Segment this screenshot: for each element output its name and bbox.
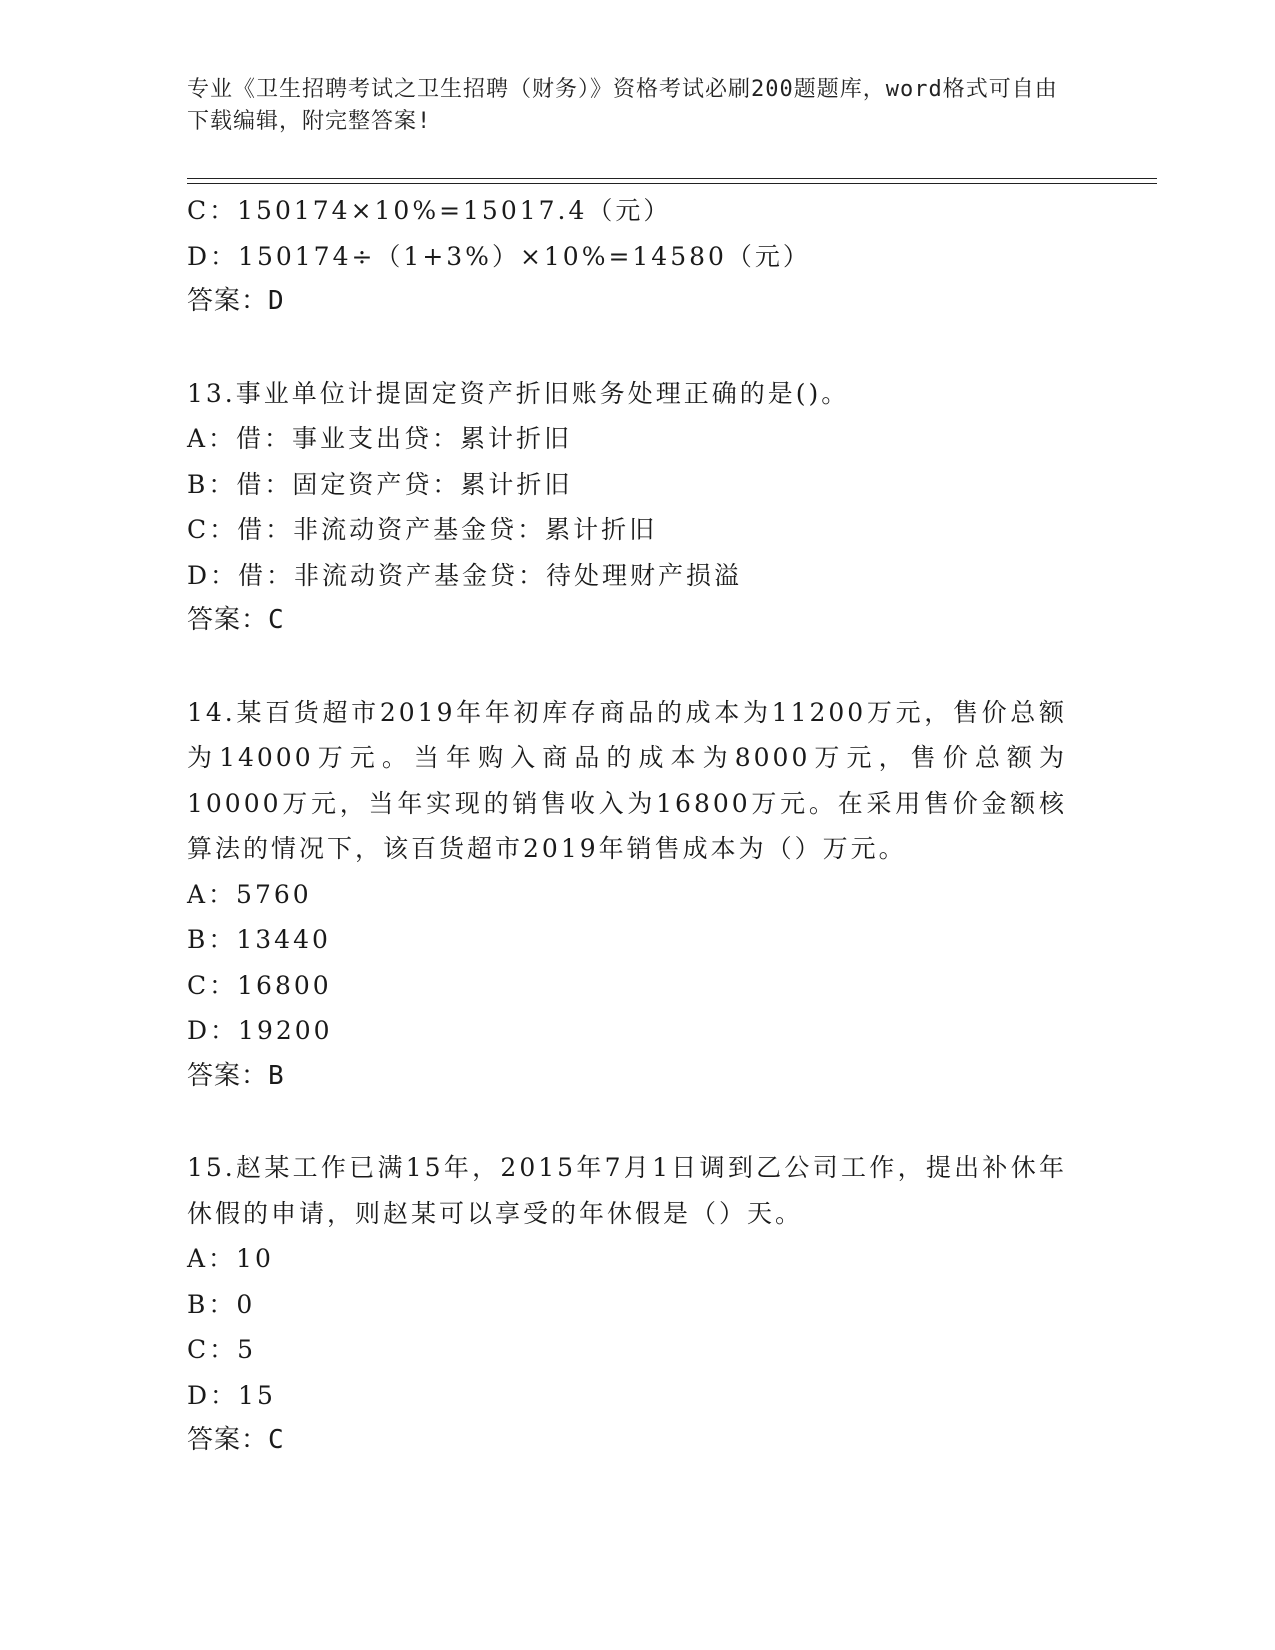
option-d: D：19200 xyxy=(187,1016,333,1045)
option-c: C：借：非流动资产基金贷：累计折旧 xyxy=(187,515,658,544)
document-header xyxy=(187,74,1067,138)
option-d: D：150174÷（1+3%）×10%=14580（元） xyxy=(187,241,811,271)
question-13 xyxy=(187,371,1067,644)
option-b: B：借：固定资产贷：累计折旧 xyxy=(187,469,573,499)
answer-line: 答案：B xyxy=(187,1060,285,1091)
option-d: D：15 xyxy=(187,1380,276,1410)
header-divider-top xyxy=(187,178,1157,179)
option-a: A：10 xyxy=(187,1244,274,1273)
question-stem: 14.某百货超市2019年年初库存商品的成本为11200万元，售价总额为14000万元。当年购入商品的成本为8000万元，售价总额为10000万元，当年实现的销售收入为16800万元。在采用售价金额核算法的情况下，该百货超市2019年销售成本为（）万元。 xyxy=(187,697,1067,863)
question-12-continued xyxy=(187,188,1067,325)
option-a: A：5760 xyxy=(187,879,312,909)
spacer xyxy=(187,325,1067,371)
answer-line: 答案：D xyxy=(187,286,285,316)
question-stem: 13.事业单位计提固定资产折旧账务处理正确的是()。 xyxy=(187,378,850,408)
spacer xyxy=(187,1099,1067,1145)
option-d: D：借：非流动资产基金贷：待处理财产损溢 xyxy=(187,560,743,590)
question-stem: 15.赵某工作已满15年，2015年7月1日调到乙公司工作，提出补休年休假的申请，则赵某可以享受的年休假是（）天。 xyxy=(187,1153,1067,1228)
option-c: C：5 xyxy=(187,1335,257,1364)
header-title: 专业《卫生招聘考试之卫生招聘（财务）》资格考试必刷200题题库，word格式可自由下载编辑，附完整答案! xyxy=(187,77,1058,134)
answer-line: 答案：C xyxy=(187,1425,285,1455)
option-c: C：16800 xyxy=(187,970,332,1000)
question-15 xyxy=(187,1145,1067,1464)
option-b: B：0 xyxy=(187,1289,256,1319)
header-divider-bottom xyxy=(187,183,1157,184)
spacer xyxy=(187,644,1067,690)
option-c: C：150174×10%=15017.4（元） xyxy=(187,196,672,225)
option-a: A：借：事业支出贷：累计折旧 xyxy=(187,424,573,453)
answer-line: 答案：C xyxy=(187,605,285,635)
question-14 xyxy=(187,690,1067,1100)
document-body xyxy=(187,188,1067,1464)
option-b: B：13440 xyxy=(187,925,331,954)
